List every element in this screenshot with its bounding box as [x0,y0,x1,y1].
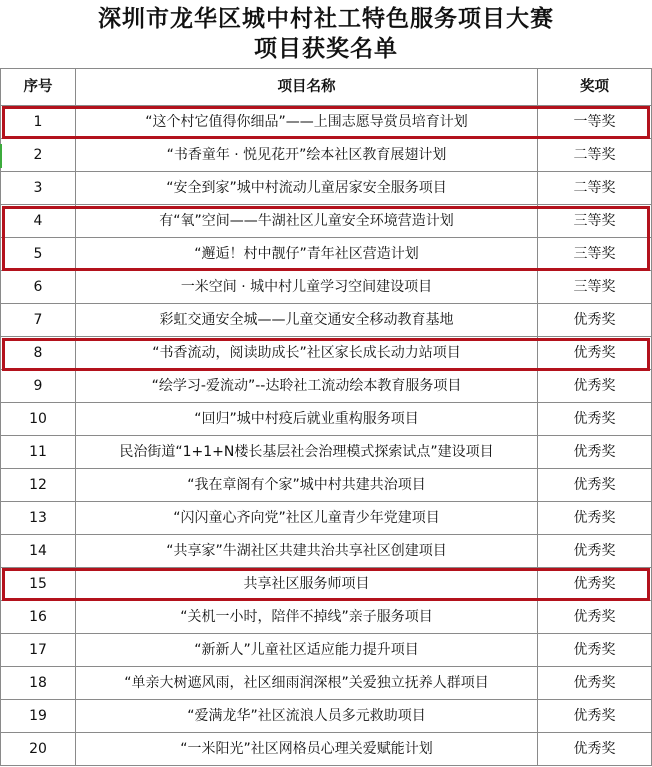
row-index: 17 [1,634,76,667]
row-index: 18 [1,667,76,700]
row-award: 三等奖 [538,238,652,271]
row-project-name: 彩虹交通安全城——儿童交通安全移动教育基地 [76,304,538,337]
row-project-name: “我在章阁有个家”城中村共建共治项目 [76,469,538,502]
row-award: 一等奖 [538,106,652,139]
row-project-name: “关机一小时，陪伴不掉线”亲子服务项目 [76,601,538,634]
table-row [1,535,652,568]
row-index: 7 [1,304,76,337]
row-award: 二等奖 [538,139,652,172]
row-award: 优秀奖 [538,667,652,700]
row-project-name: “这个村它值得你细品”——上围志愿导赏员培育计划 [76,106,538,139]
row-award: 优秀奖 [538,304,652,337]
table-row [1,304,652,337]
page-title: 深圳市龙华区城中村社工特色服务项目大赛 [98,5,554,32]
row-project-name: “邂逅！村中靓仔”青年社区营造计划 [76,238,538,271]
row-index: 11 [1,436,76,469]
row-index: 19 [1,700,76,733]
row-index: 20 [1,733,76,766]
row-award: 优秀奖 [538,403,652,436]
table-row [1,667,652,700]
row-index: 8 [1,337,76,370]
row-project-name: “闪闪童心齐向党”社区儿童青少年党建项目 [76,502,538,535]
award-table [0,68,652,766]
row-index: 1 [1,106,76,139]
row-project-name: 共享社区服务师项目 [76,568,538,601]
row-award: 优秀奖 [538,568,652,601]
header-award: 奖项 [538,69,652,106]
header-name: 项目名称 [76,69,538,106]
row-award: 三等奖 [538,271,652,304]
row-award: 优秀奖 [538,436,652,469]
row-award: 优秀奖 [538,370,652,403]
row-award: 优秀奖 [538,601,652,634]
row-index: 16 [1,601,76,634]
row-index: 4 [1,205,76,238]
table-row [1,370,652,403]
row-award: 优秀奖 [538,502,652,535]
row-index: 3 [1,172,76,205]
table-row [1,733,652,766]
table-row [1,106,652,139]
row-project-name: “爱满龙华”社区流浪人员多元救助项目 [76,700,538,733]
table-row [1,568,652,601]
row-project-name: “书香童年 · 悦见花开”绘本社区教育展翅计划 [76,139,538,172]
row-project-name: 民治街道“1+1+N楼长基层社会治理模式探索试点”建设项目 [76,436,538,469]
table-row [1,469,652,502]
table-row [1,436,652,469]
header-index: 序号 [1,69,76,106]
row-award: 优秀奖 [538,535,652,568]
table-header-row [1,69,652,106]
row-award: 优秀奖 [538,733,652,766]
table-row [1,337,652,370]
table-row [1,634,652,667]
table-row [1,139,652,172]
row-award: 优秀奖 [538,634,652,667]
row-project-name: “新新人”儿童社区适应能力提升项目 [76,634,538,667]
table-row [1,172,652,205]
row-index: 15 [1,568,76,601]
row-award: 二等奖 [538,172,652,205]
row-index: 13 [1,502,76,535]
row-award: 三等奖 [538,205,652,238]
table-row [1,271,652,304]
row-project-name: “一米阳光”社区网格员心理关爱赋能计划 [76,733,538,766]
row-project-name: 有“氧”空间——牛湖社区儿童安全环境营造计划 [76,205,538,238]
row-project-name: “安全到家”城中村流动儿童居家安全服务项目 [76,172,538,205]
row-index: 5 [1,238,76,271]
row-index: 14 [1,535,76,568]
row-award: 优秀奖 [538,337,652,370]
row-index: 2 [1,139,76,172]
row-project-name: “回归”城中村疫后就业重构服务项目 [76,403,538,436]
row-award: 优秀奖 [538,469,652,502]
row-index: 9 [1,370,76,403]
table-row [1,601,652,634]
row-index: 6 [1,271,76,304]
table-row [1,700,652,733]
table-row [1,403,652,436]
row-marker [0,144,2,168]
row-project-name: “单亲大树遮风雨，社区细雨润深根”关爱独立抚养人群项目 [76,667,538,700]
row-index: 10 [1,403,76,436]
page-subtitle: 项目获奖名单 [254,35,398,62]
row-index: 12 [1,469,76,502]
row-project-name: “共享家”牛湖社区共建共治共享社区创建项目 [76,535,538,568]
table-row [1,502,652,535]
row-project-name: 一米空间 · 城中村儿童学习空间建设项目 [76,271,538,304]
table-row [1,205,652,238]
row-project-name: “书香流动，阅读助成长”社区家长成长动力站项目 [76,337,538,370]
row-project-name: “绘学习-爱流动”--达聆社工流动绘本教育服务项目 [76,370,538,403]
table-row [1,238,652,271]
row-award: 优秀奖 [538,700,652,733]
